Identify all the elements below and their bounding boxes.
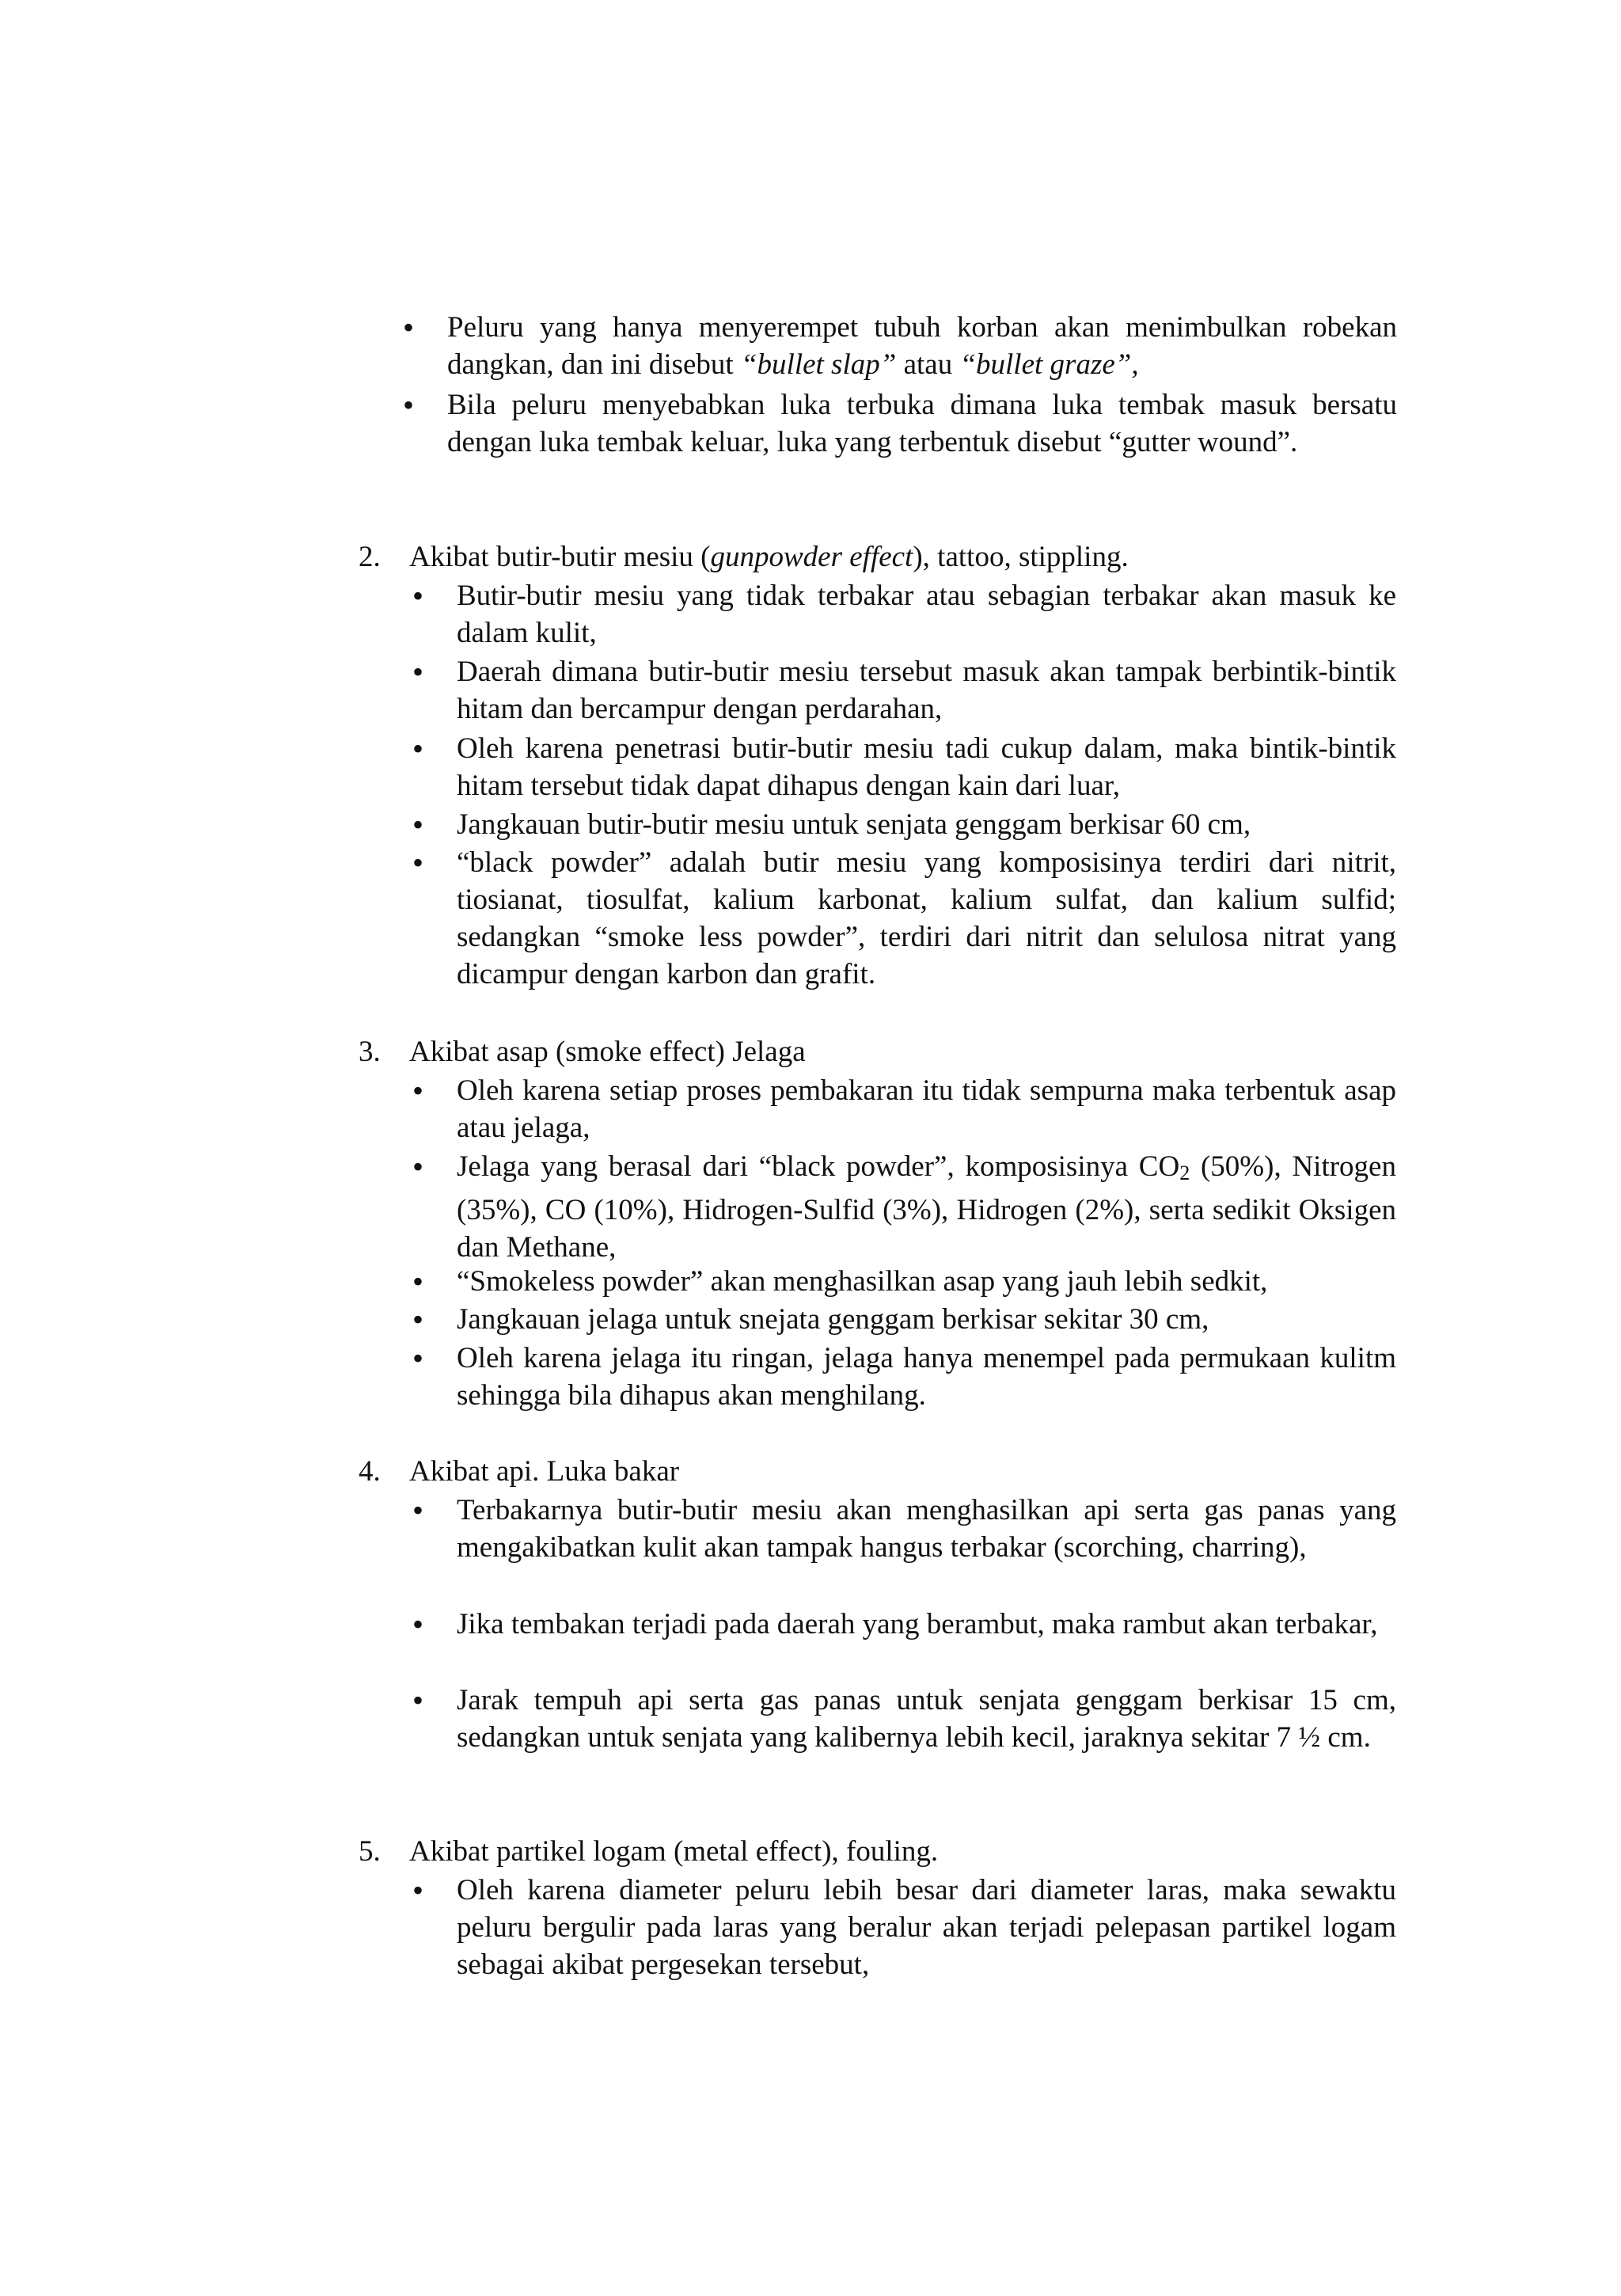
section-heading: [359, 1453, 1388, 1490]
list-item: [457, 1148, 1396, 1266]
section-heading: [359, 1033, 1388, 1070]
list-item: [447, 386, 1397, 461]
list-item-text: Jangkauan butir-butir mesiu untuk senjata genggam berkisar 60 cm,: [457, 808, 1251, 841]
list-item-text: Jangkauan jelaga untuk snejata genggam berkisar sekitar 30 cm,: [457, 1303, 1209, 1336]
list-item-text: Peluru yang hanya menyerempet tubuh korban akan menimbulkan robekan dangkan, dan ini disebut: [447, 311, 1397, 381]
list-item-text: Bila peluru menyebabkan luka terbuka dimana luka tembak masuk bersatu dengan luka tembak keluar, luka yang terbentuk disebut “gutter wound”.: [447, 389, 1397, 458]
list-item-text: Jelaga yang berasal dari “black powder”, komposisinya CO: [457, 1150, 1180, 1183]
section-title: Akibat asap (smoke effect) Jelaga: [409, 1036, 806, 1068]
section-number: 4.: [359, 1455, 381, 1488]
list-item-text: Jarak tempuh api serta gas panas untuk senjata genggam berkisar 15 cm, sedangkan untuk senjata yang kalibernya lebih kecil, jaraknya sekitar 7 ½ cm.: [457, 1684, 1396, 1754]
list-item-text: Oleh karena jelaga itu ringan, jelaga hanya menempel pada permukaan kulitm sehingga bila dihapus akan menghilang.: [457, 1342, 1396, 1412]
list-item-emphasis: “bullet slap”: [740, 348, 897, 381]
list-item: [457, 1872, 1396, 1983]
list-item-text: Daerah dimana butir-butir mesiu tersebut masuk akan tampak berbintik-bintik hitam dan bercampur dengan perdarahan,: [457, 656, 1396, 725]
list-item-text: Jika tembakan terjadi pada daerah yang berambut, maka rambut akan terbakar,: [457, 1608, 1378, 1640]
list-item-text: Terbakarnya butir-butir mesiu akan menghasilkan api serta gas panas yang mengakibatkan kulit akan tampak hangus terbakar (scorching, charring),: [457, 1494, 1396, 1564]
list-item: [447, 309, 1397, 383]
list-item: [457, 844, 1396, 993]
list-item: [457, 653, 1396, 728]
section-heading: [359, 538, 1388, 576]
list-item-text: Oleh karena diameter peluru lebih besar dari diameter laras, maka sewaktu peluru bergulir pada laras yang beralur akan terjadi pelepasan partikel logam sebagai akibat pergesekan tersebut,: [457, 1874, 1396, 1981]
section-heading: [359, 1833, 1388, 1870]
list-item: [457, 1682, 1396, 1756]
list-item-text: Butir-butir mesiu yang tidak terbakar atau sebagian terbakar akan masuk ke dalam kulit,: [457, 580, 1396, 649]
list-item-emphasis: “bullet graze”,: [959, 348, 1139, 381]
section-number: 5.: [359, 1835, 381, 1868]
list-item: [457, 730, 1396, 804]
section-title: Akibat api. Luka bakar: [409, 1455, 680, 1488]
list-item: [457, 1340, 1396, 1414]
section-title: Akibat butir-butir mesiu (: [409, 541, 711, 573]
list-item-text: (50%), Nitrogen (35%), CO (10%), Hidrogen-Sulfid (3%), Hidrogen (2%), serta sedikit Oksigen dan Methane,: [457, 1150, 1396, 1264]
list-item-text: Oleh karena setiap proses pembakaran itu tidak sempurna maka terbentuk asap atau jelaga,: [457, 1074, 1396, 1144]
list-item-text: “Smokeless powder” akan menghasilkan asap yang jauh lebih sedkit,: [457, 1265, 1268, 1298]
section-title: ), tattoo, stippling.: [913, 541, 1129, 573]
section-title-emphasis: gunpowder effect: [710, 541, 913, 573]
list-item: [457, 1606, 1396, 1643]
list-item: [457, 1072, 1396, 1146]
list-item: [457, 577, 1396, 652]
section-number: 3.: [359, 1036, 381, 1068]
section-title: Akibat partikel logam (metal effect), fouling.: [409, 1835, 939, 1868]
list-item: [457, 1263, 1396, 1300]
list-item-text: “black powder” adalah butir mesiu yang komposisinya terdiri dari nitrit, tiosianat, tiosulfat, kalium karbonat, kalium sulfat, dan kalium sulfid; sedangkan “smoke less powder”, terdiri dari nitrit dan selulosa nitrat yang dicampur dengan karbon dan grafit.: [457, 846, 1396, 990]
list-item-text: atau: [896, 348, 960, 381]
subscript: 2: [1179, 1161, 1190, 1184]
list-item: [457, 806, 1396, 843]
list-item-text: Oleh karena penetrasi butir-butir mesiu tadi cukup dalam, maka bintik-bintik hitam tersebut tidak dapat dihapus dengan kain dari luar,: [457, 732, 1396, 802]
list-item: [457, 1301, 1396, 1338]
list-item: [457, 1492, 1396, 1566]
section-number: 2.: [359, 541, 381, 573]
